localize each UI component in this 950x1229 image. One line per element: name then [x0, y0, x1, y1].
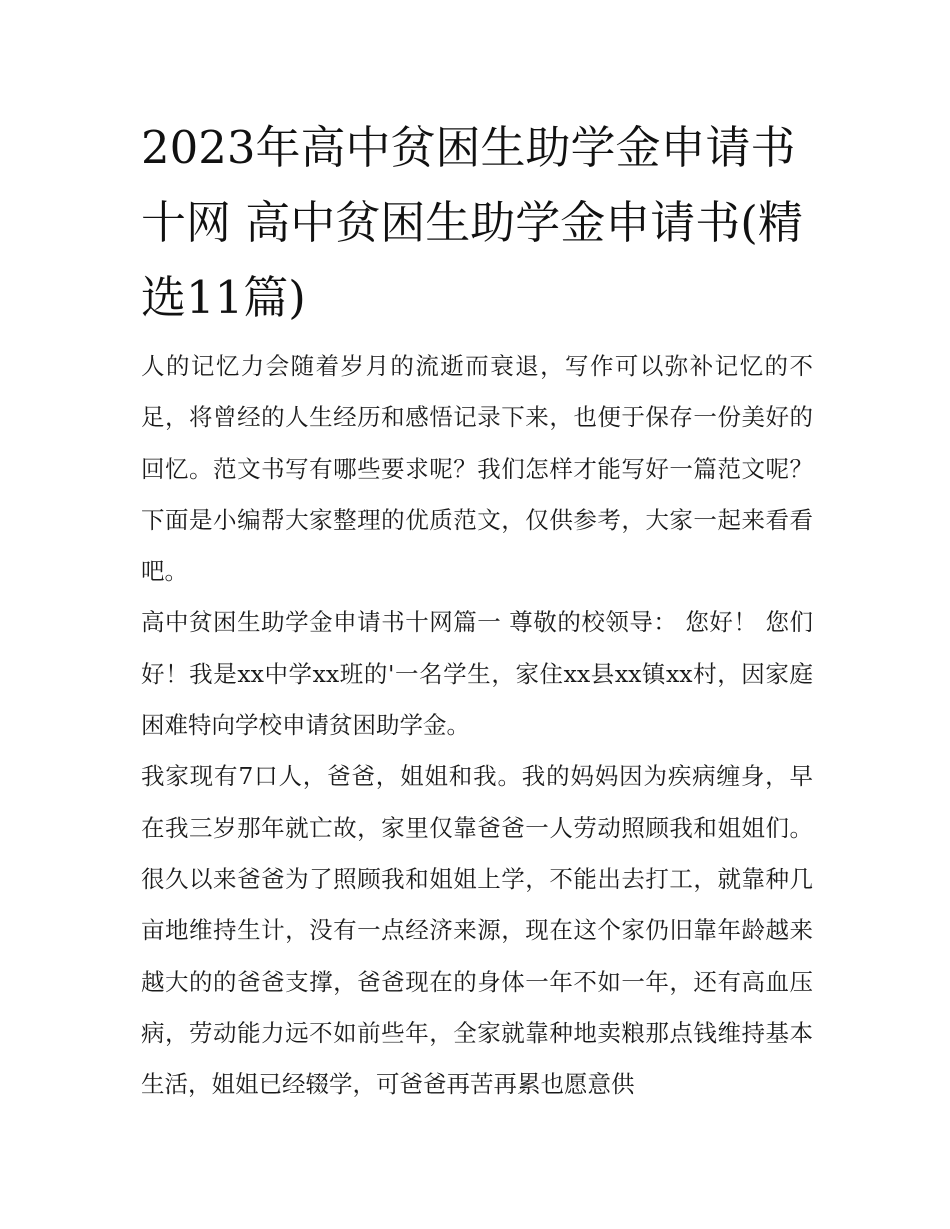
document-body — [141, 110, 813, 1110]
document-title: 2023年高中贫困生助学金申请书十网 高中贫困生助学金申请书(精选11篇) — [141, 121, 803, 324]
family-situation-paragraph: 我家现有7口人，爸爸，姐姐和我。我的妈妈因为疾病缠身，早在我三岁那年就亡故，家里仅靠爸爸一人劳动照顾我和姐姐们。很久以来爸爸为了照顾我和姐姐上学，不能出去打工，就靠种几亩地维持生计，没有一点经济来源，现在这个家仍旧靠年龄越来越大的的爸爸支撑，爸爸现在的身体一年不如一年，还有高血压病，劳动能力远不如前些年，全家就靠种地卖粮那点钱维持基本生活，姐姐已经辍学，可爸爸再苦再累也愿意供 — [141, 762, 813, 1099]
letter-opening-paragraph: 高中贫困生助学金申请书十网篇一 尊敬的校领导： 您好！ 您们好！我是xx中学xx班的'一名学生，家住xx县xx镇xx村，因家庭困难特向学校申请贫困助学金。 — [141, 608, 813, 740]
intro-paragraph: 人的记忆力会随着岁月的流逝而衰退，写作可以弥补记忆的不足，将曾经的人生经历和感悟记录下来，也便于保存一份美好的回忆。范文书写有哪些要求呢？我们怎样才能写好一篇范文呢？下面是小编帮大家整理的优质范文，仅供参考，大家一起来看看吧。 — [141, 352, 813, 586]
